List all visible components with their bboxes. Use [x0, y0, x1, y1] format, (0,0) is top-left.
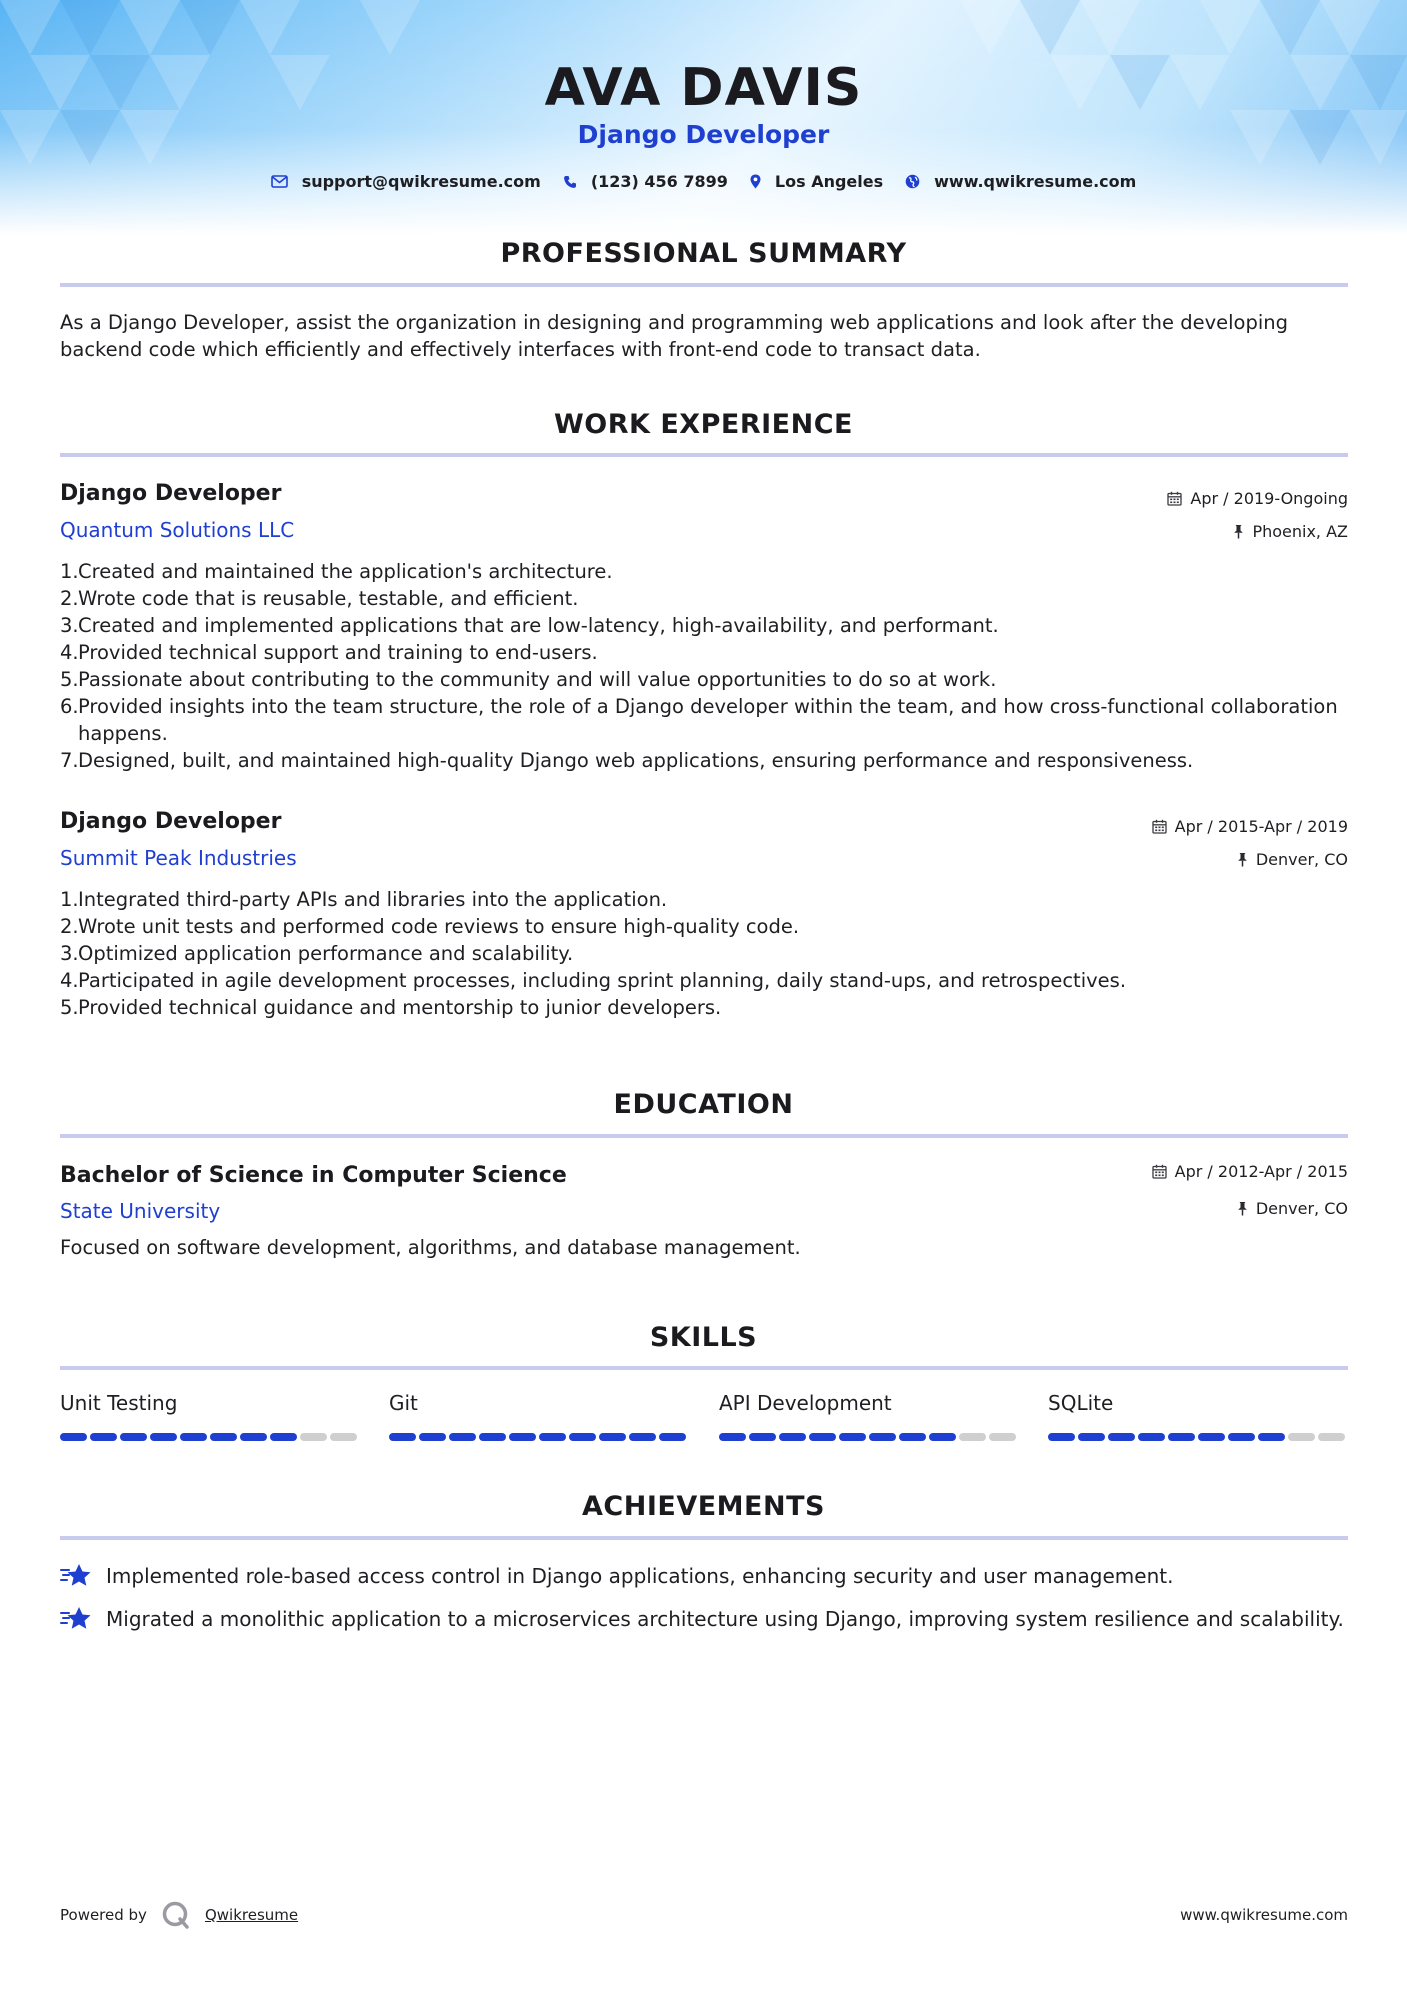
skill-label: API Development — [719, 1391, 892, 1415]
skill-level-segment — [1048, 1433, 1075, 1441]
skill-level-bar — [719, 1433, 1019, 1441]
skill-level-segment — [869, 1433, 896, 1441]
duty-item: 1. Created and maintained the application's architecture. — [60, 560, 613, 583]
experience-heading: WORK EXPERIENCE — [554, 409, 853, 440]
skill-level-segment — [419, 1433, 446, 1441]
experience-divider — [60, 453, 1348, 457]
powered-by-label: Powered by — [60, 1906, 147, 1924]
phone-text: (123) 456 7899 — [590, 172, 728, 191]
job-2-dates — [1152, 817, 1348, 836]
education-degree: Bachelor of Science in Computer Science — [60, 1163, 567, 1188]
skill-level-segment — [599, 1433, 626, 1441]
skill-level-segment — [569, 1433, 596, 1441]
skill-unit-testing — [60, 1391, 360, 1441]
skill-level-segment — [1228, 1433, 1255, 1441]
skill-label: SQLite — [1048, 1391, 1114, 1415]
duty-item: 2. Wrote unit tests and performed code reviews to ensure high-quality code. — [60, 915, 800, 938]
candidate-role: Django Developer — [577, 120, 830, 149]
job-1-dates — [1167, 489, 1348, 508]
achievements-divider — [60, 1536, 1348, 1540]
skill-level-segment — [1198, 1433, 1225, 1441]
education-school[interactable]: State University — [60, 1199, 221, 1223]
job-1-title: Django Developer — [60, 481, 282, 506]
skill-level-segment — [509, 1433, 536, 1441]
map-pin-icon — [750, 174, 761, 189]
envelope-icon — [271, 175, 288, 188]
skill-level-segment — [659, 1433, 686, 1441]
contact-location — [750, 172, 883, 191]
skill-level-segment — [989, 1433, 1016, 1441]
duty-item: 2. Wrote code that is reusable, testable, and efficient. — [60, 587, 579, 610]
job-1-location-text: Phoenix, AZ — [1252, 522, 1348, 541]
calendar-icon — [1152, 1164, 1167, 1179]
skill-level-bar — [389, 1433, 689, 1441]
duty-item: 5. Passionate about contributing to the community and will value opportunities to do so at work. — [60, 668, 997, 691]
skill-level-segment — [839, 1433, 866, 1441]
achievement-text: Implemented role-based access control in Django applications, enhancing security and user management. — [106, 1564, 1174, 1588]
achievement-item — [60, 1563, 1173, 1589]
summary-text: As a Django Developer, assist the organization in designing and programming web applications and look after the developing backend code which efficiently and effectively interfaces with front-end code to transact data. — [60, 311, 1289, 361]
skill-level-segment — [719, 1433, 746, 1441]
skills-heading: SKILLS — [649, 1322, 758, 1353]
contact-bar — [0, 172, 1407, 191]
skill-level-segment — [210, 1433, 237, 1441]
education-divider — [60, 1134, 1348, 1138]
header-banner — [0, 0, 1407, 235]
location-text: Los Angeles — [774, 172, 884, 191]
education-heading: EDUCATION — [613, 1089, 794, 1120]
skill-level-segment — [300, 1433, 327, 1441]
skill-level-segment — [539, 1433, 566, 1441]
phone-icon — [563, 175, 577, 189]
footer-website[interactable]: www.qwikresume.com — [1180, 1906, 1348, 1924]
skill-level-segment — [1288, 1433, 1315, 1441]
contact-phone[interactable] — [563, 172, 728, 191]
skill-label: Unit Testing — [60, 1391, 178, 1415]
skill-level-segment — [90, 1433, 117, 1441]
skill-level-bar — [60, 1433, 360, 1441]
contact-website[interactable] — [905, 172, 1136, 191]
skill-level-segment — [120, 1433, 147, 1441]
job-1-company[interactable]: Quantum Solutions LLC — [60, 518, 295, 542]
summary-divider — [60, 283, 1348, 287]
achievement-text: Migrated a monolithic application to a microservices architecture using Django, improving system resilience and scalability. — [106, 1607, 1344, 1631]
skill-level-segment — [1078, 1433, 1105, 1441]
email-text: support@qwikresume.com — [301, 172, 541, 191]
skill-level-segment — [1108, 1433, 1135, 1441]
job-2-dates-text: Apr / 2015-Apr / 2019 — [1174, 817, 1348, 836]
achievement-item — [60, 1606, 1344, 1632]
contact-email[interactable] — [271, 172, 541, 191]
skill-level-segment — [749, 1433, 776, 1441]
summary-heading: PROFESSIONAL SUMMARY — [500, 238, 907, 269]
duty-item: 1. Integrated third-party APIs and libraries into the application. — [60, 888, 668, 911]
duty-item: 4. Provided technical support and training to end-users. — [60, 641, 598, 664]
qwikresume-logo-icon — [161, 1900, 191, 1930]
footer-powered-by — [60, 1900, 298, 1930]
qwikresume-link[interactable]: Qwikresume — [204, 1906, 299, 1924]
skill-level-segment — [1168, 1433, 1195, 1441]
duty-item: 7. Designed, built, and maintained high-quality Django web applications, ensuring performance and responsiveness. — [60, 749, 1194, 772]
star-badge-icon — [60, 1606, 92, 1632]
skill-level-segment — [330, 1433, 357, 1441]
education-dates-text: Apr / 2012-Apr / 2015 — [1174, 1162, 1348, 1181]
skill-level-segment — [60, 1433, 87, 1441]
pushpin-icon — [1237, 1201, 1248, 1216]
skill-level-segment — [1138, 1433, 1165, 1441]
education-description: Focused on software development, algorithms, and database management. — [60, 1236, 801, 1259]
skill-level-segment — [929, 1433, 956, 1441]
achievements-heading: ACHIEVEMENTS — [582, 1491, 825, 1522]
job-2-duties — [60, 886, 1350, 1021]
skill-level-segment — [449, 1433, 476, 1441]
skill-level-segment — [479, 1433, 506, 1441]
skill-level-segment — [809, 1433, 836, 1441]
skill-level-segment — [1258, 1433, 1285, 1441]
calendar-icon — [1152, 819, 1167, 834]
skill-level-bar — [1048, 1433, 1348, 1441]
job-1-location — [1233, 522, 1348, 541]
calendar-icon — [1167, 491, 1182, 506]
duty-item: 3. Optimized application performance and scalability. — [60, 942, 574, 965]
duty-item: 3. Created and implemented applications that are low-latency, high-availability, and performant. — [60, 614, 999, 637]
duty-item: 4. Participated in agile development processes, including sprint planning, daily stand-ups, and retrospectives. — [60, 969, 1127, 992]
duty-item: 6. Provided insights into the team structure, the role of a Django developer within the team, and how cross-functional collaboration happens. — [60, 695, 1338, 745]
website-text: www.qwikresume.com — [934, 172, 1137, 191]
job-2-title: Django Developer — [60, 809, 282, 834]
star-badge-icon — [60, 1563, 92, 1589]
skill-git — [389, 1391, 689, 1441]
pushpin-icon — [1237, 852, 1248, 867]
skill-level-segment — [389, 1433, 416, 1441]
skill-label: Git — [389, 1391, 418, 1415]
pushpin-icon — [1233, 524, 1244, 539]
job-1-dates-text: Apr / 2019-Ongoing — [1190, 489, 1348, 508]
education-location-text: Denver, CO — [1255, 1199, 1348, 1218]
job-2-location-text: Denver, CO — [1255, 850, 1348, 869]
skill-level-segment — [150, 1433, 177, 1441]
skill-level-segment — [1318, 1433, 1345, 1441]
skills-divider — [60, 1366, 1348, 1370]
education-location — [1237, 1199, 1348, 1218]
skill-level-segment — [899, 1433, 926, 1441]
skill-level-segment — [629, 1433, 656, 1441]
skill-level-segment — [180, 1433, 207, 1441]
skill-api-development — [719, 1391, 1019, 1441]
job-2-location — [1237, 850, 1348, 869]
job-2-company[interactable]: Summit Peak Industries — [60, 846, 297, 870]
duty-item: 5. Provided technical guidance and mentorship to junior developers. — [60, 996, 722, 1019]
skill-level-segment — [959, 1433, 986, 1441]
skill-level-segment — [779, 1433, 806, 1441]
skill-level-segment — [270, 1433, 297, 1441]
job-1-duties — [60, 558, 1350, 774]
candidate-name: AVA DAVIS — [544, 58, 863, 118]
education-dates — [1152, 1162, 1348, 1181]
skill-level-segment — [240, 1433, 267, 1441]
globe-icon — [905, 174, 920, 189]
skill-sqlite — [1048, 1391, 1348, 1441]
